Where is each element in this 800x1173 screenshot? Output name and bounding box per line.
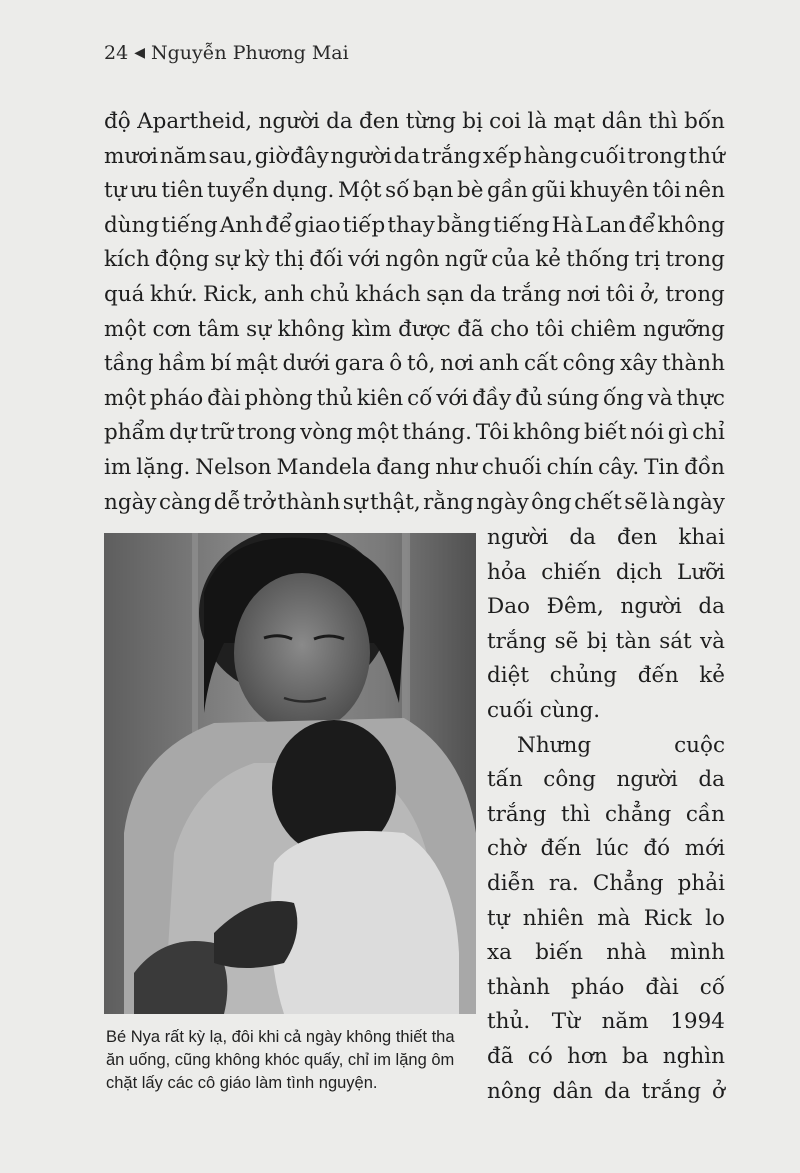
left-triangle-icon: ◀ — [134, 45, 145, 61]
body-line: chờ đến lúc đó mới — [487, 836, 725, 862]
body-line: kích động sự kỳ thị đối với ngôn ngữ của kẻ thống trị trong — [104, 247, 725, 273]
body-line: cuối cùng. — [487, 697, 601, 723]
body-text — [104, 105, 725, 520]
body-line: một cơn tâm sự không kìm được đã cho tôi chiêm ngưỡng — [104, 316, 725, 342]
body-line: xa biến nhà mình — [487, 940, 725, 966]
body-line: tầng hầm bí mật dưới gara ô tô, nơi anh cất công xây thành — [104, 351, 725, 377]
body-line: diễn ra. Chẳng phải — [487, 870, 725, 896]
body-line: một pháo đài phòng thủ kiên cố với đầy đủ súng ống và thực — [104, 385, 725, 411]
body-line: tấn công người da — [487, 767, 725, 793]
caption-line: Bé Nya rất kỳ lạ, đôi khi cả ngày không thiết tha — [106, 1028, 455, 1046]
body-line: đã có hơn ba nghìn — [487, 1043, 725, 1069]
body-line: hỏa chiến dịch Lưỡi — [487, 559, 725, 585]
body-line: quá khứ. Rick, anh chủ khách sạn da trắng nơi tôi ở, trong — [104, 281, 725, 307]
body-line: dùng tiếng Anh để giao tiếp thay bằng tiếng Hà Lan để không — [104, 212, 725, 238]
body-line: im lặng. Nelson Mandela đang như chuối chín cây. Tin đồn — [104, 454, 725, 480]
body-line: trắng thì chẳng cần — [487, 801, 725, 827]
body-line: độ Apartheid, người da đen từng bị coi là mạt dân thì bốn — [104, 109, 725, 134]
photo-illustration — [104, 533, 476, 1014]
body-line: diệt chủng đến kẻ — [487, 663, 725, 689]
body-line: trắng sẽ bị tàn sát và — [487, 628, 725, 654]
body-line: nông dân da trắng ở — [487, 1078, 725, 1104]
body-line: người da đen khai — [487, 525, 725, 550]
caption-line: ăn uống, cũng không khóc quấy, chỉ im lặng ôm — [106, 1051, 455, 1069]
body-line: thủ. Từ năm 1994 — [487, 1009, 725, 1035]
body-line: Nhưng cuộc — [517, 732, 725, 758]
body-line: phẩm dự trữ trong vòng một tháng. Tôi không biết nói gì chỉ — [104, 420, 725, 446]
page-number: 24 — [104, 42, 129, 64]
page-header — [104, 42, 349, 64]
caption-line: chặt lấy các cô giáo làm tình nguyện. — [106, 1074, 378, 1092]
photo-caption — [106, 1026, 486, 1095]
body-line: tự ưu tiên tuyển dụng. Một số bạn bè gần gũi khuyên tôi nên — [104, 178, 725, 204]
body-line: Dao Đêm, người da — [487, 594, 725, 620]
body-line: mươi năm sau, giờ đây người da trắng xếp hàng cuối trong thứ — [104, 143, 725, 169]
body-line: thành pháo đài cố — [487, 974, 725, 1000]
right-column-text — [487, 521, 725, 1109]
photo — [104, 533, 476, 1014]
body-line: tự nhiên mà Rick lo — [487, 905, 725, 931]
author-name: Nguyễn Phương Mai — [150, 42, 349, 64]
body-line: ngày càng dễ trở thành sự thật, rằng ngày ông chết sẽ là ngày — [104, 489, 725, 515]
